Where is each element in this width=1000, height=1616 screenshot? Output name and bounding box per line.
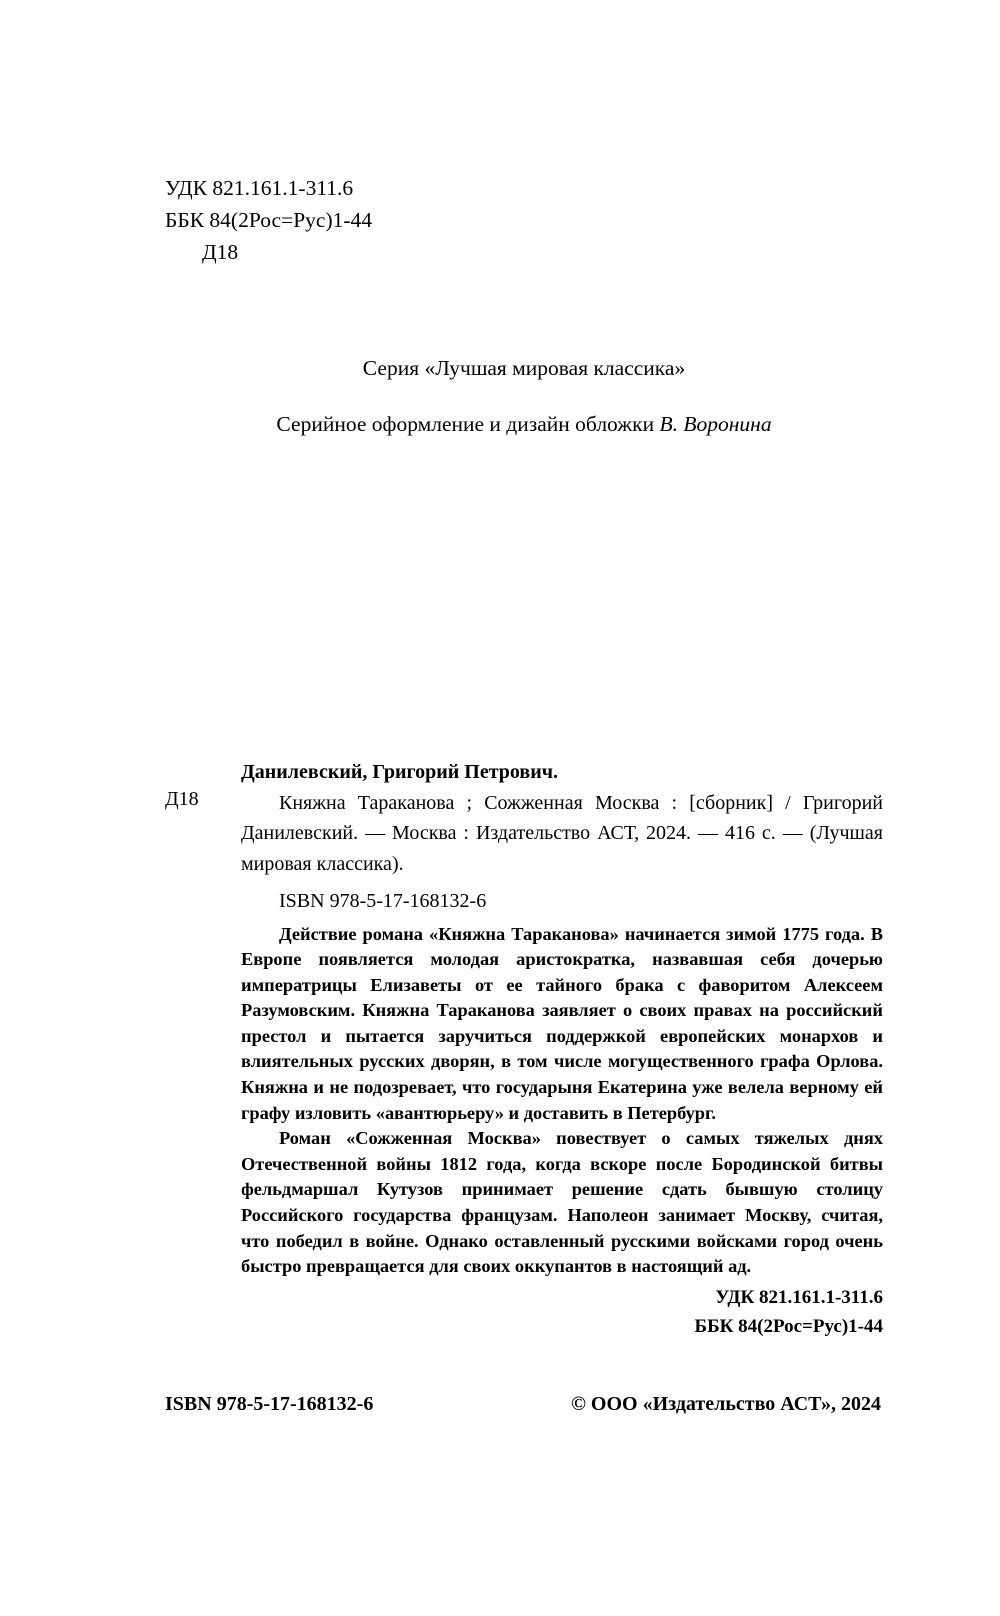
footer-copyright: © ООО «Издательство АСТ», 2024 <box>570 1393 881 1415</box>
footer-isbn: ISBN 978-5-17-168132-6 <box>165 1393 374 1415</box>
bbk-code-bottom: ББК 84(2Рос=Рус)1-44 <box>694 1315 883 1337</box>
catalog-card-body <box>241 757 883 1341</box>
author-sign-margin: Д18 <box>165 788 199 810</box>
author-sign-top: Д18 <box>202 240 239 264</box>
bbk-code-top: ББК 84(2Рос=Рус)1-44 <box>165 208 373 232</box>
catalog-isbn: ISBN 978-5-17-168132-6 <box>279 890 487 912</box>
design-credit-text: Серийное оформление и дизайн обложки <box>276 412 655 436</box>
udk-code-top: УДК 821.161.1-311.6 <box>165 176 354 200</box>
imprint-footer <box>165 1393 881 1416</box>
annotation-paragraph-1: Действие романа «Княжна Тараканова» начинается зимой 1775 года. В Европе появляется молодая аристократка, назвавшая себя дочерью императрицы Елизаветы от ее тайного брака с фаворитом Алексеем Разумовским. Княжна Тараканова заявляет о своих правах на российский престол и пытается заручиться поддержкой европейских монархов и влиятельных русских дворян, в том числе могущественного графа Орлова. Княжна и не подозревает, что государыня Екатерина уже велела верному ей графу изловить «авантюрьеру» и доставить в Петербург. <box>241 923 883 1123</box>
catalog-author: Данилевский, Григорий Петрович. <box>241 761 558 783</box>
designer-name: В. Воронина <box>659 412 772 436</box>
annotation-paragraph-2: Роман «Сожженная Москва» повествует о самых тяжелых днях Отечественной войны 1812 года, когда вскоре после Бородинской битвы фельдмаршал Кутузов принимает решение сдать бывшую столицу Российского государства французам. Наполеон занимает Москву, считая, что победил в войне. Однако оставленный русскими войсками город очень быстро превращается для своих оккупантов в настоящий ад. <box>241 1128 883 1277</box>
series-title: Серия «Лучшая мировая классика» <box>362 356 686 380</box>
udk-code-bottom: УДК 821.161.1-311.6 <box>715 1286 883 1308</box>
catalog-card <box>165 757 883 1341</box>
catalog-description: Княжна Тараканова ; Сожженная Москва : [сборник] / Григорий Данилевский. — Москва : Издательство АСТ, 2024. — 416 с. — (Лучшая мировая классика). <box>241 791 883 875</box>
top-classification-codes <box>165 172 372 268</box>
series-design-credit <box>165 412 883 437</box>
bottom-classification-codes <box>241 1283 883 1341</box>
